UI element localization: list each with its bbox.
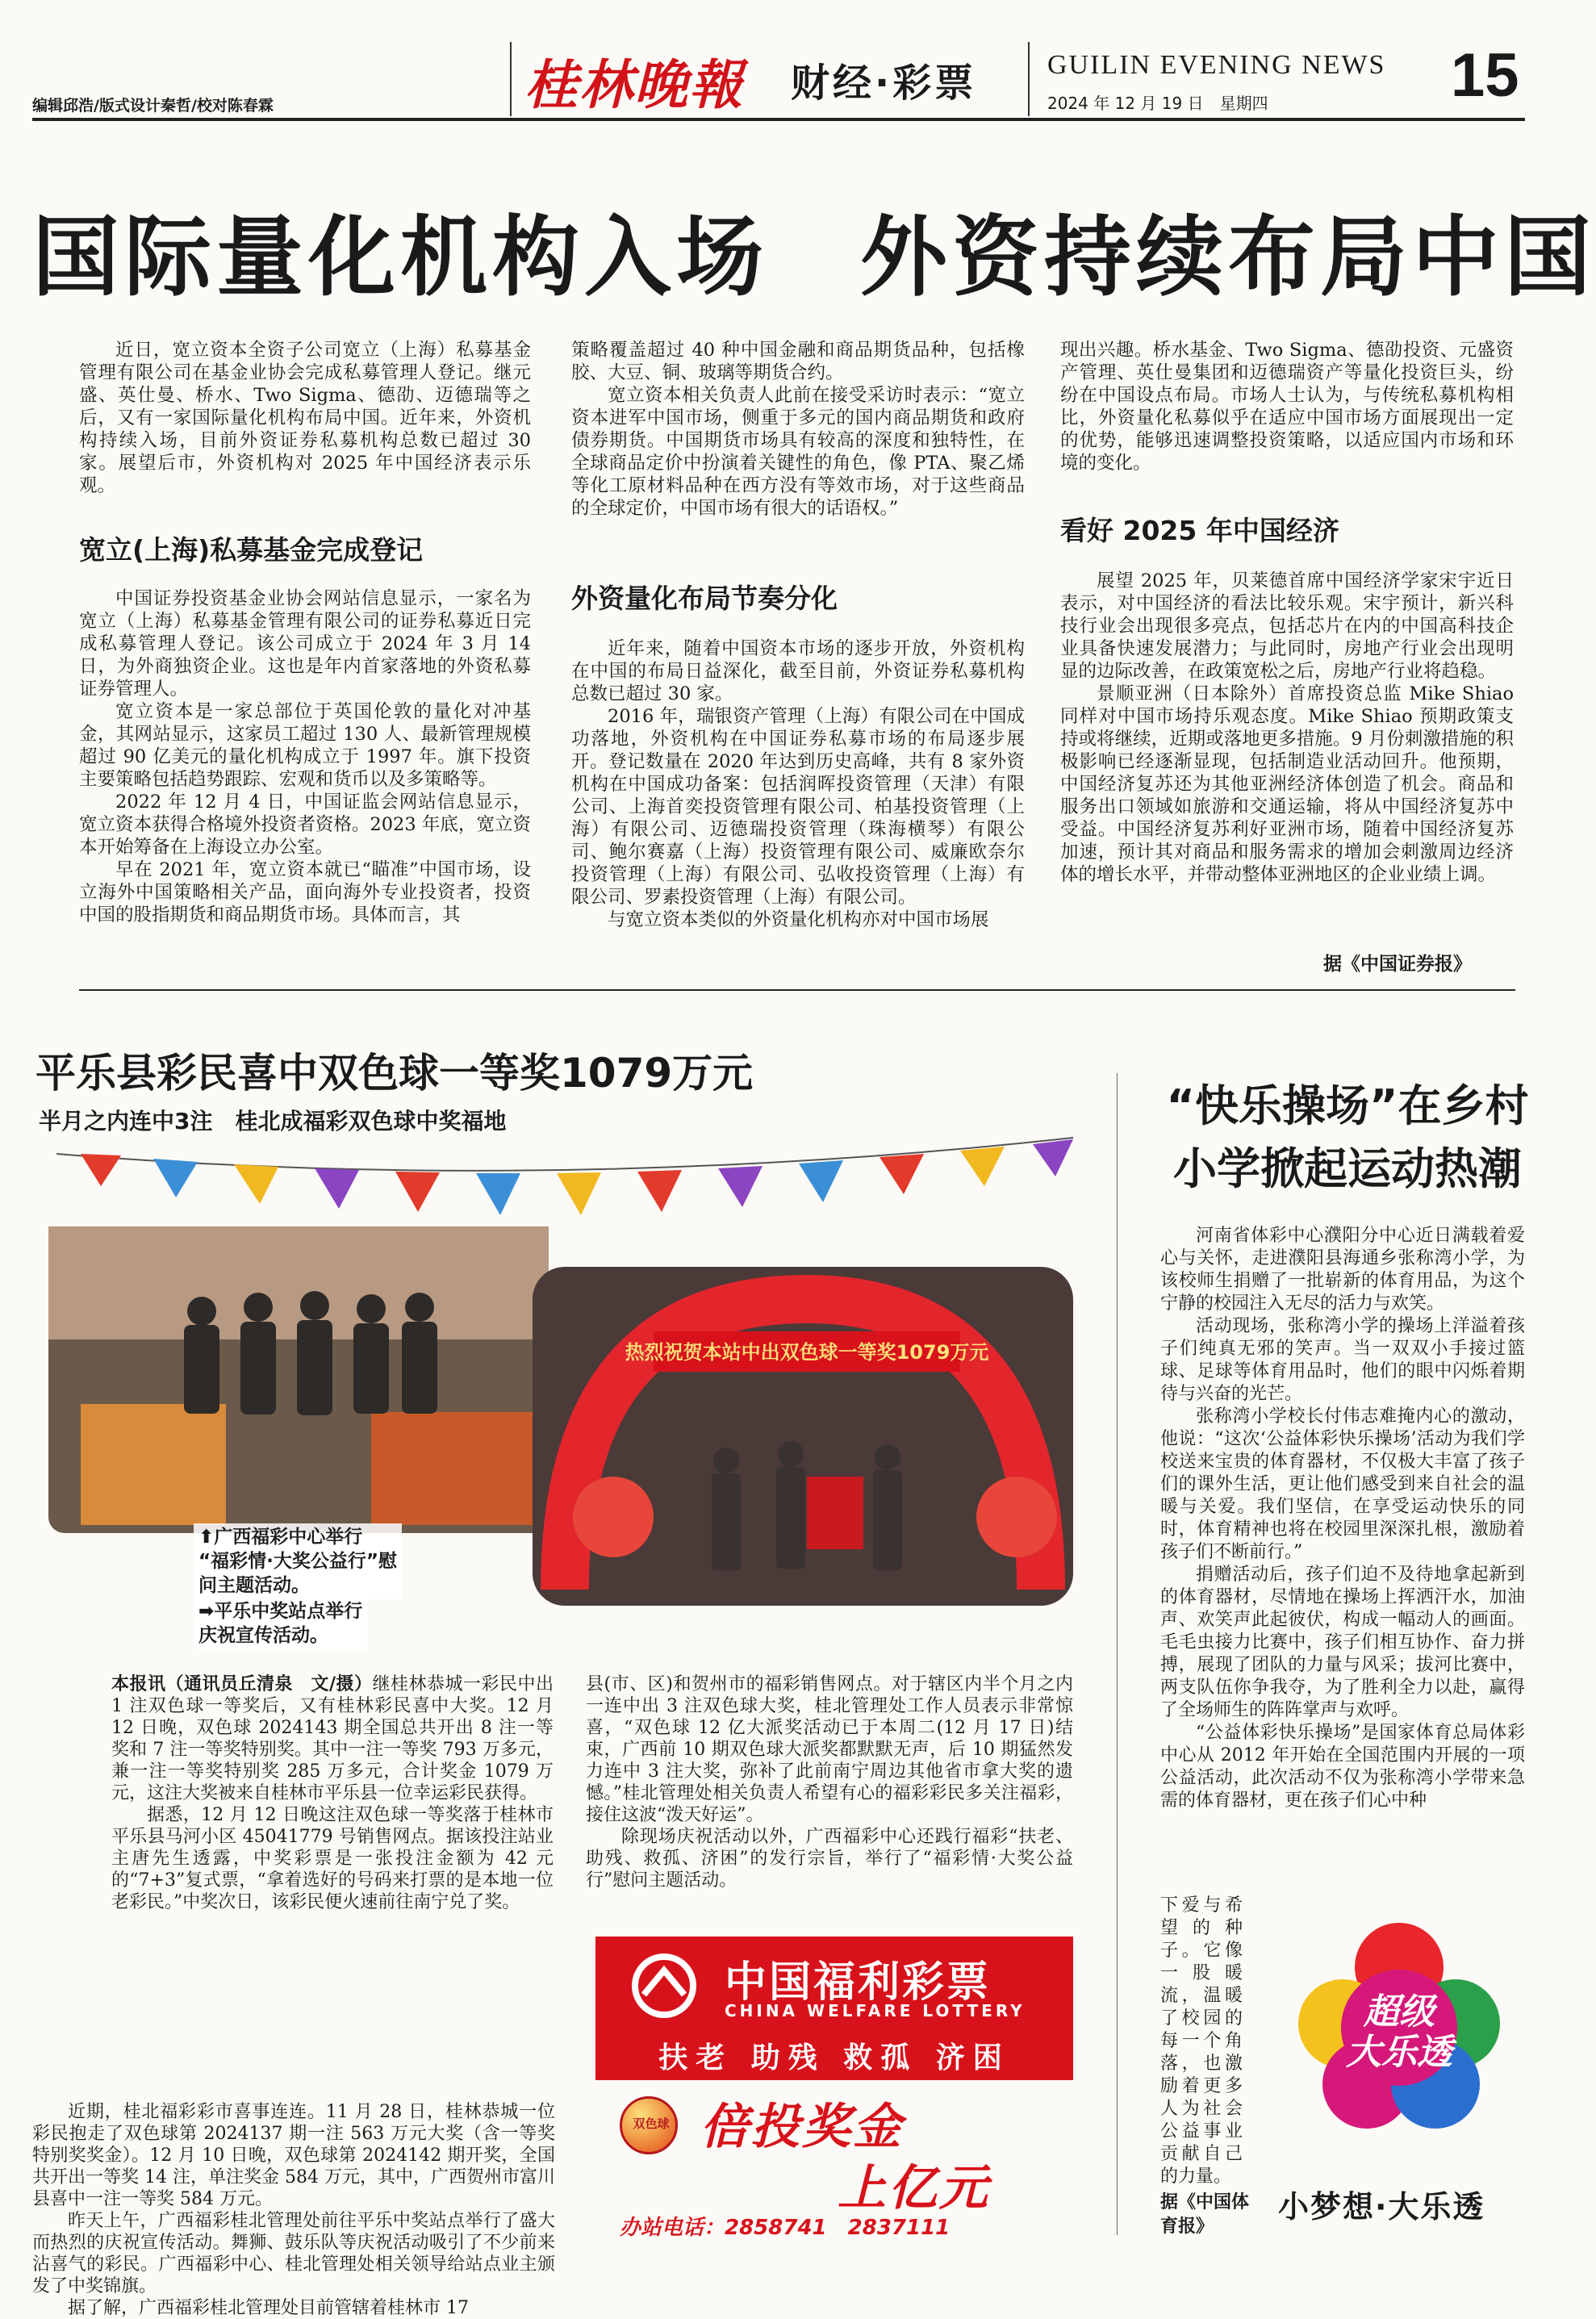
caption-line: 庆祝宣传活动。 [198,1625,328,1646]
caption-line: ⬆广西福彩中心举行 [198,1527,363,1548]
pennant-flags [81,1139,1073,1215]
masthead-divider [510,42,512,116]
lead-paragraph: 中国证券投资基金业协会网站信息显示，一家名为宽立（上海）私募基金管理有限公司的证券私募近日完成私募管理人登记。该公司成立于 2024 年 3 月 14 日，为外商独资企业。这也是年内首家落地的外资私募证券管理人。 [79,588,531,700]
sports-paragraph: 活动现场，张称湾小学的操场上洋溢着孩子们纯真无邪的笑声。当一双双小手接过篮球、足球等体育用品时，他们的眼中闪烁着期待与兴奋的光芒。 [1160,1316,1525,1404]
ad-slogan: 扶老 助残 救孤 济困 [658,2041,1010,2075]
caption-line: ➡平乐中奖站点举行 [198,1601,363,1622]
page-number: 15 [1451,41,1519,110]
double-color-ball-icon [620,2096,678,2154]
logo-text: 超级 [1364,1991,1435,2033]
sports-column [1160,1225,1525,1812]
ad-brand-chinese: 中国福利彩票 [725,1958,992,2007]
lottery-paragraph: 据悉，12 月 12 日晚这注双色球一等奖落于桂林市平乐县马河小区 45041779 号销售网点。据该投注站业主唐先生透露，中奖彩票是一张投注金额为 42 元的“7+3”复式票，“拿着选好的号码来打票的是本地一位老彩民。”中奖次日，该彩民便火速前往南宁兑了奖。 [111,1805,554,1912]
lottery-paragraph-text: 继桂林恭城一彩民中出 1 注双色球一等奖后，又有桂林彩民喜中大奖。12 月 12 日晚，双色球 2024143 期全国总共开出 8 注一等奖和 7 注一等奖特别奖。其中一注一等奖 793 万多元，兼一注一等奖特别奖 285 万多元，合计奖金 1079 万元，这注大奖被来自桂林市平乐县一位幸运彩民获得。 [111,1674,554,1803]
lead-paragraph: 近年来，随着中国资本市场的逐步开放，外资机构在中国的布局日益深化，截至目前，外资证券私募机构总数已超过 30 家。 [571,638,1025,704]
logo-text: 大乐透 [1346,2032,1452,2073]
ad-promo-line-2: 上亿元 [838,2160,990,2217]
lead-subhead-3: 看好 2025 年中国经济 [1060,515,1339,546]
lottery-headline: 平乐县彩民喜中双色球一等奖1079万元 [36,1050,754,1097]
photo-celebration-event [533,1267,1073,1606]
lead-paragraph: 2022 年 12 月 4 日，中国证监会网站信息显示，宽立资本获得合格境外投资者资格。2023 年底，宽立资本开始筹备在上海设立办公室。 [79,792,531,858]
lead-headline: 国际量化机构入场 外资持续布局中国 [32,207,1596,308]
sports-headline-line: “快乐操场”在乡村 [1166,1080,1529,1131]
ball-label: 双色球 [633,2116,670,2131]
lead-paragraph: 2016 年，瑞银资产管理（上海）有限公司在中国成功落地，外资机构在中国证券私募市场的布局逐步展开。登记数量在 2020 年达到历史高峰，共有 8 家外资机构在中国成功备案：包括润晖投资管理（天津）有限公司、上海首奕投资管理有限公司、柏基投资管理（上海）有限公司、迈德瑞投资管理（珠海横琴）有限公司、鲍尔赛嘉（上海）投资管理有限公司、威廉欧奈尔投资管理（上海）有限公司、弘收投资管理（上海）有限公司、罗素投资管理（上海）有限公司。 [571,706,1025,908]
lead-paragraph: 现出兴趣。桥水基金、Two Sigma、德劭投资、元盛资产管理、英仕曼集团和迈德瑞资产等量化投资巨头，纷纷在中国设点布局。市场人士认为，与传统私募机构相比，外资量化私募似乎在适应中国市场方面展现出一定的优势，能够迅速调整投资策略，以适应国内市场和环境的变化。 [1060,340,1514,474]
super-lotto-slogan: 小梦想·大乐透 [1278,2189,1485,2225]
lead-column-1b [79,587,531,926]
sports-paragraph: 捐赠活动后，孩子们迫不及待地拿起新到的体育器材，尽情地在操场上挥洒汗水，加油声、欢笑声此起彼伏，构成一幅动人的画面。毛毛虫接力比赛中，孩子们相互协作、奋力拼搏，展现了团队的力量与风采；拔河比赛中，两支队伍你争我夺，为了胜利全力以赴，赢得了全场师生的阵阵掌声与欢呼。 [1160,1565,1525,1720]
column-divider [1117,1073,1118,2235]
lead-paragraph: 宽立资本相关负责人此前在接受采访时表示：“宽立资本进军中国市场，侧重于多元的国内商品期货和政府债券期货。中国期货市场具有较高的深度和独特性，在全球商品定价中扮演着关键性的角色，像 PTA、聚乙烯等化工原材料品种在西方没有等效市场，对于这些商品的全球定价，中国市场有很大的话语权。” [571,385,1025,519]
sports-paragraph: 河南省体彩中心濮阳分中心近日满载着爱心与关怀，走进濮阳县海通乡张称湾小学，为该校师生捐赠了一批崭新的体育用品，为这个宁静的校园注入无尽的活力与欢笑。 [1160,1226,1525,1314]
caption-line: 问主题活动。 [198,1575,310,1596]
photo-caption-1 [194,1523,402,1599]
lead-column-3 [1060,339,1514,474]
welfare-lottery-ad [595,1937,1073,2243]
newspaper-logo: 桂林晚報 [524,53,744,116]
photo-donation-event [48,1226,549,1533]
masthead-divider-2 [1028,42,1030,116]
super-lotto-logo-icon [1278,1903,1520,2145]
sports-source: 据《中国体育报》 [1160,2192,1250,2237]
masthead-rule [32,118,1525,121]
lottery-paragraph: 近期，桂北福彩彩市喜事连连。11 月 28 日，桂林恭城一位彩民抱走了双色球第 2024137 期一注 563 万元大奖（含一等奖特别奖奖金）。12 月 10 日晚，双色球第 2024142 期开奖，全国共开出一等奖 14 注，单注奖金 584 万元，其中，广西贺州市富川县喜中一注一等奖 584 万元。 [32,2102,555,2209]
lead-paragraph: 近日，宽立资本全资子公司宽立（上海）私募基金管理有限公司在基金业协会完成私募管理人登记。继元盛、英仕曼、桥水、Two Sigma、德劭、迈德瑞等之后，又有一家国际量化机构布局中国。近年来，外资机构持续入场，目前外资证券私募机构总数已超过 30 家。展望后市，外资机构对 2025 年中国经济表示乐观。 [79,340,531,496]
banner-text: 热烈祝贺本站中出双色球一等奖1079万元 [625,1341,989,1364]
sports-column-narrow: 下爱与希望的种子。它像一股暖流，温暖了校园的每一个角落，也激励着更多人为社会公益事业贡献自己的力量。 [1160,1895,1243,2187]
lead-column-2b [571,637,1025,931]
lead-paragraph: 展望 2025 年，贝莱德首席中国经济学家宋宇近日表示，对中国经济的看法比较乐观。宋宇预计，新兴科技行业会出现很多亮点，包括芯片在内的中国高科技企业具备快速发展潜力；与此同时，房地产行业会出现明显的边际改善，在政策宽松之后，房地产行业将趋稳。 [1060,570,1514,682]
section-rule [79,989,1515,991]
lottery-subhead: 半月之内连中3注 桂北成福彩双色球中奖福地 [39,1108,507,1134]
byline: 本报讯（通讯员丘清泉 文/摄） [111,1673,373,1694]
lead-subhead-2: 外资量化布局节奏分化 [571,583,838,614]
lead-paragraph: 策略覆盖超过 40 种中国金融和商品期货品种，包括橡胶、大豆、铜、玻璃等期货合约。 [571,340,1025,383]
lottery-paragraph: 除现场庆祝活动以外，广西福彩中心还践行福彩“扶老、助残、救孤、济困”的发行宗旨，举行了“福彩情·大奖公益行”慰问主题活动。 [586,1827,1073,1891]
ad-phone: 办站电话：2858741 2837111 [620,2216,950,2240]
sports-headline [1162,1075,1533,1201]
sports-paragraph: 张称湾小学校长付伟志难掩内心的激动，他说：“这次‘公益体彩快乐操场’活动为我们学校送来宝贵的体育器材，不仅极大丰富了孩子们的课外生活，更让他们感受到来自社会的温暖与关爱。我们坚信，在享受运动快乐的同时，体育精神也将在校园里深深扎根，激励着孩子们不断前行。” [1160,1406,1525,1562]
section-title: 财经·彩票 [791,61,977,106]
lead-column-1 [79,339,531,497]
lottery-paragraph: 据了解，广西福彩桂北管理处目前管辖着桂林市 17 [68,2298,469,2318]
lead-paragraph: 景顺亚洲（日本除外）首席投资总监 Mike Shiao 同样对中国市场持乐观态度。Mike Shiao 预期政策支持或将继续，近期或落地更多措施。9 月份刺激措施的积极影响已经逐渐显现，包括制造业活动回升。他预期，中国经济复苏还为其他亚洲经济体创造了机会。商品和服务出口领域如旅游和交通运输，将从中国经济复苏中受益。中国经济复苏利好亚洲市场，随着中国经济复苏加速，预计其对商品和服务需求的增加会刺激周边经济体的增长水平，并带动整体亚洲地区的企业业绩上调。 [1060,683,1514,885]
lead-paragraph: 宽立资本是一家总部位于英国伦敦的量化对冲基金，其网站显示，这家员工超过 130 人、最新管理规模超过 90 亿美元的量化机构成立于 1997 年。旗下投资主要策略包括趋势跟踪、宏观和货币以及多策略等。 [79,701,531,790]
lead-subhead-1: 宽立(上海)私募基金完成登记 [79,534,424,566]
sports-paragraph: “公益体彩快乐操场”是国家体育总局体彩中心从 2012 年开始在全国范围内开展的一项公益活动，此次活动不仅为张称湾小学带来急需的体育器材，更在孩子们心中种 [1160,1723,1525,1811]
issue-date: 2024 年 12 月 19 日 星期四 [1047,94,1268,113]
lottery-column-1 [111,1673,554,1913]
lead-paragraph: 与宽立资本类似的外资量化机构亦对中国市场展 [608,909,989,930]
lead-column-2 [571,339,1025,520]
ad-brand-english: CHINA WELFARE LOTTERY [725,2001,1026,2020]
editor-credits: 编辑邱浩/版式设计秦哲/校对陈春霖 [32,97,274,115]
welfare-lottery-logo-icon [620,1954,708,2017]
ad-promo-line-1: 倍投奖金 [700,2099,904,2155]
lottery-column-1b [32,2101,555,2319]
event-photo-collage [32,1138,1081,1646]
lead-paragraph: 早在 2021 年，宽立资本就已“瞄准”中国市场，设立海外中国策略相关产品，面向海外专业投资者，投资中国的股指期货和商品期货市场。具体而言，其 [79,859,531,926]
newspaper-english-name: GUILIN EVENING NEWS [1047,50,1386,80]
lottery-paragraph: 县(市、区)和贺州市的福彩销售网点。对于辖区内半个月之内一连中出 3 注双色球大奖，桂北管理处工作人员表示非常惊喜，“双色球 12 亿大派奖活动已于本周二(12 月 17 日)结束，广西前 10 期双色球大派奖都默默无声，后 10 期猛然发力连中 3 注大奖，弥补了此前南宁周边其他省市拿大奖的遗憾。”桂北管理处相关负责人希望有心的福彩彩民多关注福彩，接住这波“泼天好运”。 [586,1674,1073,1825]
bunting-and-photos [32,1138,1081,1638]
lead-source: 据《中国证券报》 [1323,953,1472,975]
caption-line: “福彩情·大奖公益行”慰 [198,1551,397,1572]
lead-column-3b [1060,570,1514,886]
sports-headline-line: 小学掀起运动热潮 [1173,1143,1522,1194]
lottery-column-2 [586,1673,1073,1891]
lottery-paragraph [111,1673,554,1804]
photo-caption-2 [194,1598,367,1649]
lottery-paragraph: 昨天上午，广西福彩桂北管理处前往平乐中奖站点举行了盛大而热烈的庆祝宣传活动。舞狮、鼓乐队等庆祝活动吸引了不少前来沾喜气的彩民。广西福彩中心、桂北管理处相关领导给站点业主颁发了中奖锦旗。 [32,2211,555,2296]
ad-red-banner [595,1937,1073,2080]
